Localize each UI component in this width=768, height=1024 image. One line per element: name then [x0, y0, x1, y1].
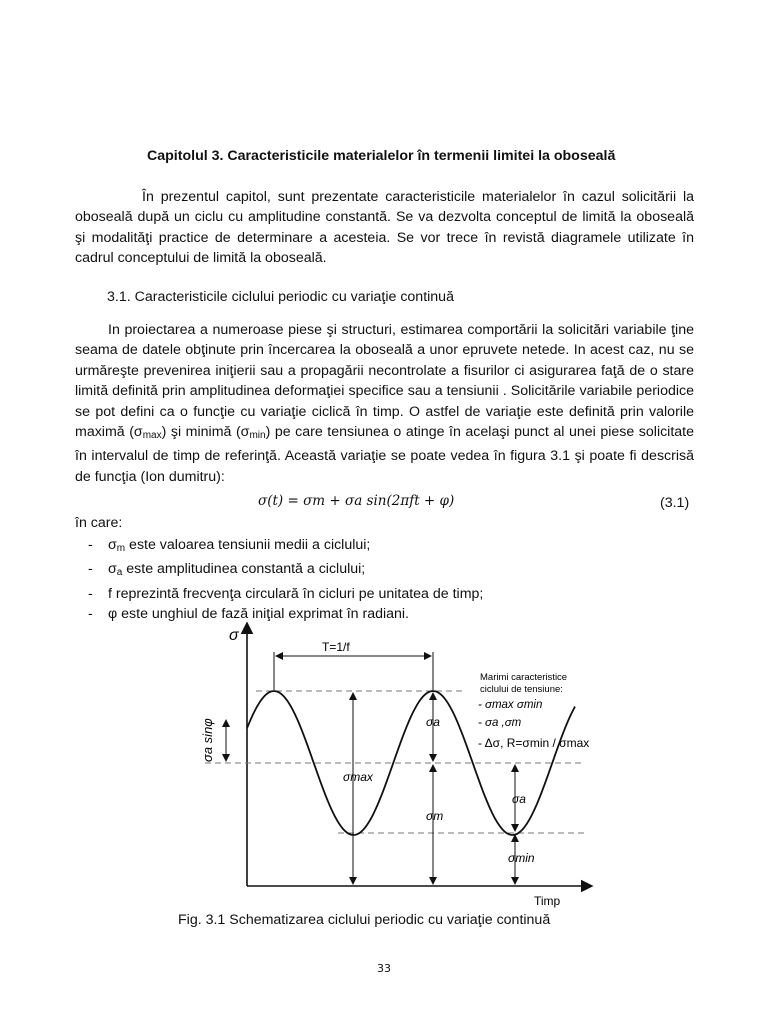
period-label: T=1/f [322, 640, 350, 654]
body-paragraph [75, 320, 694, 487]
body-text-3: ) pe care tensiunea o atinge în acelaşi punct al unei piese solicitate în intervalul de timp de referinţă. Această variaţie se poate vedea în figura 3.1 şi poate fi descrisă de funcţia (Ion dumitru): [75, 424, 695, 485]
legend-line-2: ciclului de tensiune: [480, 684, 563, 695]
label-sigma-a-1: σa [426, 715, 440, 729]
label-sigma-a-2: σa [512, 792, 526, 806]
y-axis-symbol: σ [229, 627, 239, 644]
list-item: - $\sigma_m$ este valoarea tensiunii medii a ciclului; [88, 535, 483, 559]
list-item: - $\sigma_a$ este amplitudinea constantă a ciclului; [88, 559, 483, 583]
list-item: - φ este unghiul de fază iniţial exprimat în radiani. [88, 604, 483, 624]
subscript-min: min [249, 430, 266, 442]
x-axis-label: Timp [534, 894, 561, 908]
legend-line-1: Marimi caracteristice [480, 672, 568, 683]
subscript-max: max [142, 430, 162, 442]
body-text-2: ) şi minimă (σ [161, 424, 250, 441]
in-care-label: în care: [75, 515, 123, 531]
body-text-1: In proiectarea a numeroase piese şi structuri, estimarea comportării la solicitări variabile ţine seama de datele obţinute prin încercarea la oboseală a unor epruvete netede. In acest caz, nu se urmăreşte prevenirea iniţierii sau a propagării necontrolate a fisurilor ci asigurarea faţă de o stare limită definită prin amplitudinea deformaţiei specifice sau a tensiunii . Solicitările variabile periodice se pot defini ca o funcţie cu variaţie ciclică în timp. O astfel de variaţie este definită prin valorile maximă (σ [75, 322, 694, 441]
definition-list [88, 535, 483, 625]
page-number: 33 [377, 962, 391, 975]
formula-number: (3.1) [660, 495, 690, 511]
section-title: 3.1. Caracteristicile ciclului periodic cu variaţie continuă [107, 289, 454, 305]
label-sigma-min: σmin [508, 851, 535, 865]
figure-caption: Fig. 3.1 Schematizarea ciclului periodic cu variaţie continuă [178, 912, 551, 928]
list-item: - f reprezintă frecvenţa circulară în cicluri pe unitatea de timp; [88, 584, 483, 604]
legend-item-2: - σa ,σm [478, 717, 522, 729]
sine-wave [247, 691, 575, 835]
label-sigma-m: σm [426, 809, 444, 823]
intro-paragraph: În prezentul capitol, sunt prezentate caracteristicile materialelor în cazul solicitării la oboseală după un ciclu cu amplitudine constantă. Se va dezvolta conceptul de limită la oboseală şi modalităţi practice de determinare a acesteia. Se vor trece în revistă diagramele utilizate în cadrul conceptului de limită la oboseală. [75, 189, 694, 267]
legend-item-3: - Δσ, R=σmin / σmax [478, 736, 590, 750]
chapter-title: Capitolul 3. Caracteristicile materialelor în termenii limitei la oboseală [147, 148, 616, 164]
formula: σ(t) = σm + σa sin(2πft + φ) [258, 493, 455, 509]
phase-label: σa sinφ [200, 718, 215, 762]
label-sigma-max: σmax [343, 770, 373, 784]
legend-item-1: - σmax σmin [478, 699, 543, 711]
